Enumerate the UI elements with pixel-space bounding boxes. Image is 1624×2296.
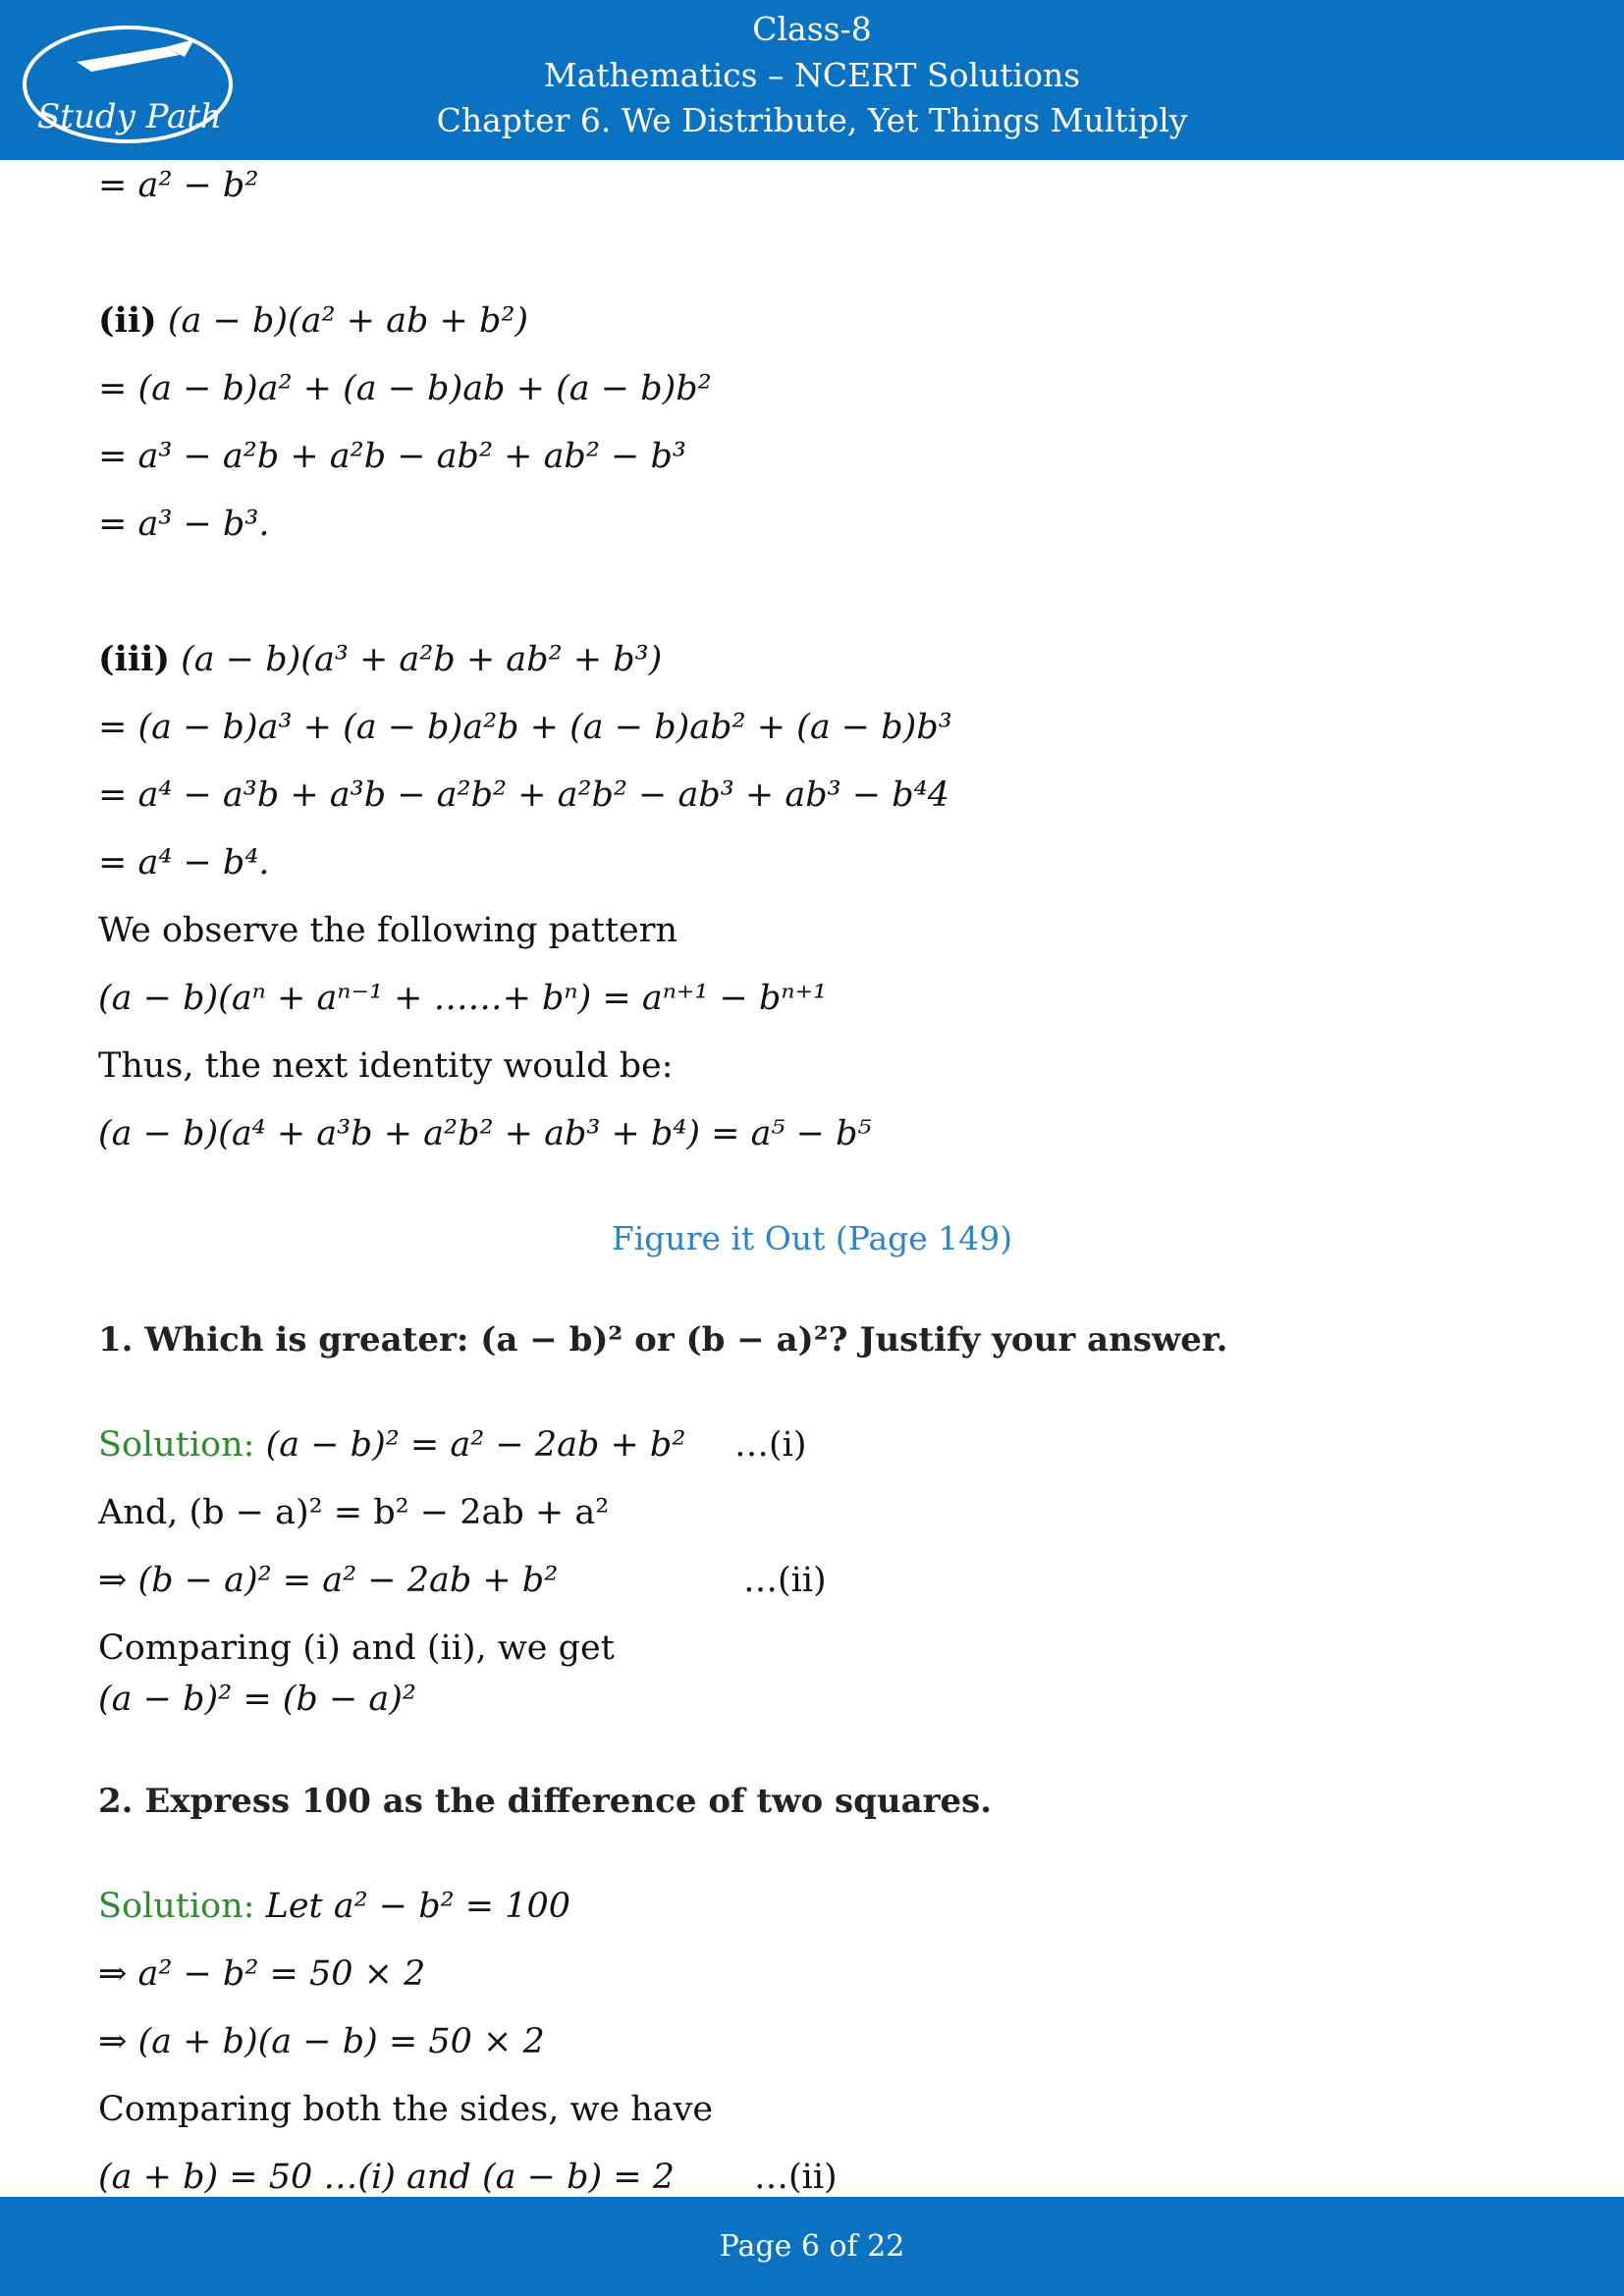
page-number: Page 6 of 22 bbox=[719, 2229, 905, 2264]
q2-solution-expr: Let a² − b² = 100 bbox=[254, 1887, 571, 1926]
section-title: Figure it Out (Page 149) bbox=[611, 1219, 1013, 1257]
logo-text: Study Path bbox=[37, 97, 222, 136]
header-class: Class-8 bbox=[752, 10, 872, 48]
question-2: 2. Express 100 as the difference of two squares. bbox=[98, 1782, 993, 1821]
part-ii-step-2: = a³ − a²b + a²b − ab² + ab² − b³ bbox=[98, 437, 686, 476]
q2-solution-line-5: (a + b) = 50 …(i) and (a − b) = 2 bbox=[98, 2158, 675, 2197]
q1-solution-line-3: ⇒ (b − a)² = a² − 2ab + b² bbox=[98, 1561, 559, 1600]
part-ii-step-1: = (a − b)a² + (a − b)ab + (a − b)b² bbox=[98, 369, 712, 408]
q2-solution-line-3: ⇒ (a + b)(a − b) = 50 × 2 bbox=[98, 2022, 545, 2061]
part-iii-step-1: = (a − b)a³ + (a − b)a²b + (a − b)ab² + (a − b)b³ bbox=[98, 708, 952, 747]
q2-solution-line-4: Comparing both the sides, we have bbox=[98, 2090, 714, 2129]
part-iii-step-2: = a⁴ − a³b + a³b − a²b² + a²b² − ab³ + ab³ − b⁴4 bbox=[98, 775, 949, 815]
q2-solution-line-1 bbox=[98, 1885, 570, 1928]
page-footer bbox=[0, 2197, 1624, 2296]
q1-tag-i: …(i) bbox=[734, 1425, 807, 1465]
q1-solution-line-5: (a − b)² = (b − a)² bbox=[98, 1680, 416, 1719]
line-result-i: = a² − b² bbox=[98, 166, 259, 205]
q1-solution-label: Solution: bbox=[98, 1425, 255, 1465]
question-1: 1. Which is greater: (a − b)² or (b − a)²? Justify your answer. bbox=[98, 1320, 1228, 1360]
page-header bbox=[0, 0, 1624, 160]
part-iii-heading bbox=[98, 638, 662, 681]
header-chapter: Chapter 6. We Distribute, Yet Things Multiply bbox=[436, 101, 1188, 139]
part-ii-expression: (a − b)(a² + ab + b²) bbox=[156, 301, 529, 341]
header-subject: Mathematics – NCERT Solutions bbox=[543, 56, 1081, 94]
q1-solution-line-4: Comparing (i) and (ii), we get bbox=[98, 1629, 615, 1668]
q2-tag-ii: …(ii) bbox=[754, 2158, 838, 2197]
part-ii-heading bbox=[98, 299, 528, 343]
q1-tag-ii: …(ii) bbox=[743, 1561, 827, 1600]
part-iii-label: (iii) bbox=[98, 639, 171, 679]
part-iii-expression: (a − b)(a³ + a²b + ab² + b³) bbox=[170, 640, 663, 679]
pattern-formula: (a − b)(aⁿ + aⁿ⁻¹ + ……+ bⁿ) = aⁿ⁺¹ − bⁿ⁺¹ bbox=[98, 979, 828, 1018]
q1-solution-expr: (a − b)² = a² − 2ab + b² bbox=[254, 1425, 686, 1465]
observe-text: We observe the following pattern bbox=[98, 911, 677, 950]
q2-solution-label: Solution: bbox=[98, 1887, 255, 1926]
q1-solution-line-1 bbox=[98, 1423, 685, 1467]
q2-solution-line-2: ⇒ a² − b² = 50 × 2 bbox=[98, 1954, 426, 1994]
thus-text: Thus, the next identity would be: bbox=[98, 1046, 674, 1086]
part-ii-step-3: = a³ − b³. bbox=[98, 505, 270, 544]
part-iii-step-3: = a⁴ − b⁴. bbox=[98, 843, 270, 882]
next-identity: (a − b)(a⁴ + a³b + a²b² + ab³ + b⁴) = a⁵ − b⁵ bbox=[98, 1114, 872, 1153]
q1-solution-line-2: And, (b − a)² = b² − 2ab + a² bbox=[98, 1493, 610, 1532]
part-ii-label: (ii) bbox=[98, 300, 157, 341]
